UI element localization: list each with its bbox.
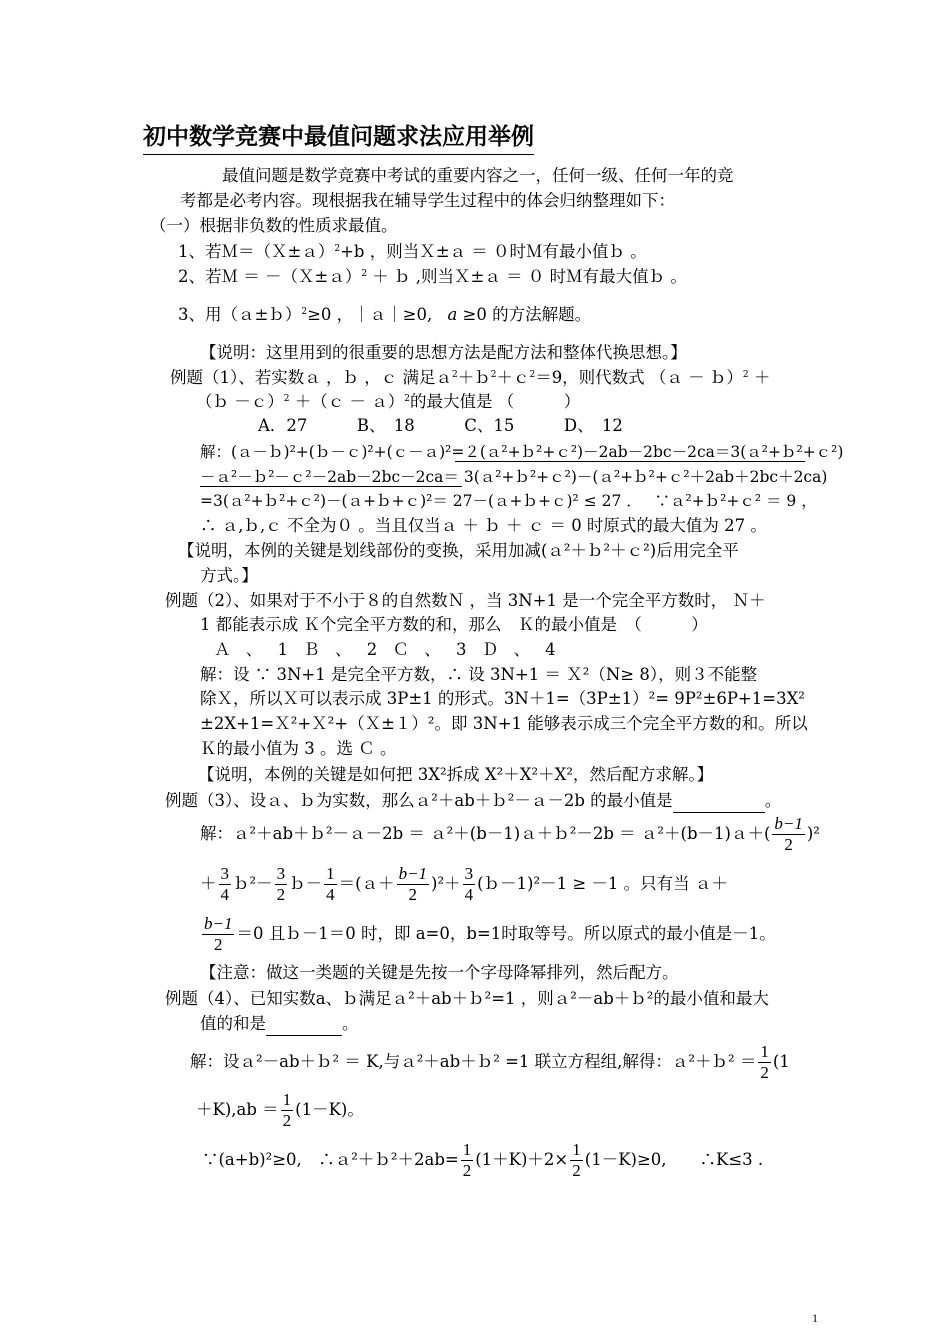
page-title: 初中数学竞赛中最值问题求法应用举例 bbox=[143, 118, 534, 155]
solution-1-line-3: =3(ａ²+ｂ²+ｃ²)－(ａ+ｂ+ｃ)²＝ 27－(ａ+ｂ+ｃ)² ≤ 27 ． ∵ａ²+ｂ²+ｃ² ＝ 9 ， bbox=[200, 492, 817, 510]
note-2-line-2: 方式。】 bbox=[200, 566, 258, 585]
example-2-line-1: 例题（2）、如果对于不小于８的自然数Ｎ ，当 3N+1 是一个完全平方数时， Ｎ＋ bbox=[165, 591, 766, 610]
example-1-options: A．27 B、 18 C、15 D、 12 bbox=[258, 416, 623, 435]
solution-3-line-2: ＋ $\frac{3}{4}$ ｂ²－ $\frac{3}{2}$ ｂ－ $\frac{1}{4}$ ＝(ａ＋ $\frac{b-1}{2}$ )²＋ $\frac{3}{4}$ (ｂ－1)²－1 ≥ －1 。只有当 ａ＋ bbox=[200, 864, 728, 904]
fraction: $\frac{1}{2}$ bbox=[572, 1140, 581, 1180]
rule-1: 1、若Ｍ＝（Ｘ±ａ）$^2$+b ，则当Ｘ±ａ ＝ ０时Ｍ有最小值ｂ 。 bbox=[178, 242, 647, 261]
section-heading-1: （一）根据非负数的性质求最值。 bbox=[150, 216, 398, 235]
intro-line-1: 最值问题是数学竞赛中考试的重要内容之一，任何一级、任何一年的竞 bbox=[222, 166, 734, 185]
note-4: 【注意：做这一类题的关键是先按一个字母降幂排列，然后配方。 bbox=[200, 963, 679, 982]
solution-4-line-3: ∵(a+b)²≥0, ∴ａ²＋ｂ²＋2ab= $\frac{1}{2}$ (1＋K)＋2× $\frac{1}{2}$ (1－K)≥0, ∴K≤3 . bbox=[202, 1140, 764, 1180]
example-1-line-2: （ｂ －ｃ）$^2$ ＋（ｃ － ａ）$^2$的最大值是 （ ） bbox=[196, 392, 581, 411]
solution-2-line-3: ±2X+1=Ｘ²+Ｘ²+（Ｘ±１）²。即 3N+1 能够表示成三个完全平方数的和。所以 bbox=[200, 714, 808, 733]
example-4-line-1: 例题（4）、已知实数a、ｂ满足ａ²＋ab＋ｂ²=1 ，则ａ²－ab＋ｂ²的最小值和最大 bbox=[165, 989, 769, 1008]
solution-4-line-1: 解：设ａ²－ab＋ｂ² ＝ K,与ａ²＋ab＋ｂ² =1 联立方程组,解得：ａ²＋ｂ² ＝ $\frac{1}{2}$ (1 bbox=[190, 1042, 790, 1082]
solution-1-line-4: ∴ ａ,ｂ,ｃ 不全为０ 。当且仅当ａ ＋ ｂ ＋ ｃ ＝ 0 时原式的最大值为 27 。 bbox=[200, 516, 767, 535]
fraction: $\frac{1}{2}$ bbox=[282, 1090, 292, 1130]
solution-2-line-2: 除Ｘ，所以Ｘ可以表示成 3P±1 的形式。3N＋1=（3P±1）²= 9P²±6P+1=3X² bbox=[200, 689, 805, 708]
solution-2-line-4: Ｋ的最小值为 3 。选 Ｃ 。 bbox=[200, 739, 397, 758]
example-1-line-1: 例题（1）、若实数ａ ，ｂ ，ｃ 满足ａ$^2$＋ｂ$^2$＋ｃ$^2$＝9，则代数式 （ａ － ｂ）$^2$ ＋ bbox=[170, 368, 771, 387]
rule-3: 3、用（ａ±ｂ）$^2$≥0 ，｜ａ｜≥0, a ≥0 的方法解题。 bbox=[178, 305, 592, 324]
example-4-line-2: 值的和是 。 bbox=[200, 1013, 359, 1036]
note-2-line-1: 【说明，本例的关键是划线部份的变换，采用加减(ａ²＋ｂ²＋ｃ²)后用完全平 bbox=[178, 541, 739, 560]
fraction: $\frac{3}{4}$ bbox=[464, 864, 474, 904]
fraction: $\frac{3}{2}$ bbox=[276, 864, 286, 904]
solution-3-line-1: 解：ａ²＋ab＋ｂ²－ａ－2b ＝ ａ²＋(b－1)ａ＋ｂ²－2b ＝ ａ²＋(b－1)ａ＋( $\frac{b-1}{2}$ )² bbox=[200, 814, 820, 854]
fraction: $\frac{1}{4}$ bbox=[326, 864, 335, 904]
fraction: $\frac{1}{2}$ bbox=[462, 1140, 472, 1180]
underline-mark bbox=[455, 461, 805, 462]
underline-mark bbox=[200, 486, 462, 487]
note-1: 【说明：这里用到的很重要的思想方法是配方法和整体代换思想。】 bbox=[200, 343, 687, 362]
fraction: $\frac{b-1}{2}$ bbox=[774, 814, 803, 854]
solution-3-line-3: $\frac{b-1}{2}$ ＝0 且ｂ－1＝0 时，即 a=0，b=1时取等号。所以原式的最小值是－1。 bbox=[204, 914, 776, 954]
rule-2: 2、若Ｍ ＝ －（Ｘ±ａ）$^2$ ＋ ｂ ,则当Ｘ±ａ ＝ ０ 时Ｍ有最大值ｂ 。 bbox=[178, 267, 687, 286]
page-number: 1 bbox=[812, 1311, 818, 1325]
solution-1-line-1: 解：(ａ－ｂ)²+(ｂ－ｃ)²+(ｃ－ａ)²=２(ａ²+ｂ²+ｃ²)－2ab－2bc－2ca＝3(ａ²+ｂ²+ｃ²) bbox=[200, 443, 844, 461]
intro-line-2: 考都是必考内容。现根据我在辅导学生过程中的体会归纳整理如下： bbox=[180, 191, 675, 210]
note-3: 【说明，本例的关键是如何把 3X²拆成 X²＋X²＋X²，然后配方求解。】 bbox=[198, 765, 714, 784]
solution-1-line-2: －ａ²－ｂ²－ｃ²－2ab－2bc－2ca＝ 3(ａ²+ｂ²+ｃ²)－(ａ²+ｂ²+ｃ²＋2ab＋2bc＋2ca) bbox=[200, 468, 828, 486]
example-2-options: Ａ 、 1 Ｂ 、 2 Ｃ 、 3 Ｄ 、 4 bbox=[214, 640, 556, 659]
fraction: $\frac{b-1}{2}$ bbox=[204, 914, 233, 954]
example-3: 例题（3）、设ａ、ｂ为实数，那么ａ²＋ab＋ｂ²－ａ－2b 的最小值是 。 bbox=[165, 790, 781, 813]
fraction: $\frac{b-1}{2}$ bbox=[398, 864, 428, 904]
solution-2-line-1: 解：设 ∵ 3N+1 是完全平方数，∴ 设 3N+1 ＝ Ｘ²（N≥ 8），则３不能整 bbox=[200, 665, 758, 684]
fraction: $\frac{3}{4}$ bbox=[220, 864, 229, 904]
solution-4-line-2: ＋K),ab ＝ $\frac{1}{2}$ (1－K)。 bbox=[196, 1090, 364, 1130]
example-2-line-2: 1 都能表示成 Ｋ个完全平方数的和，那么 Ｋ的最小值是 （ ） bbox=[200, 615, 708, 634]
fraction: $\frac{1}{2}$ bbox=[760, 1042, 769, 1082]
